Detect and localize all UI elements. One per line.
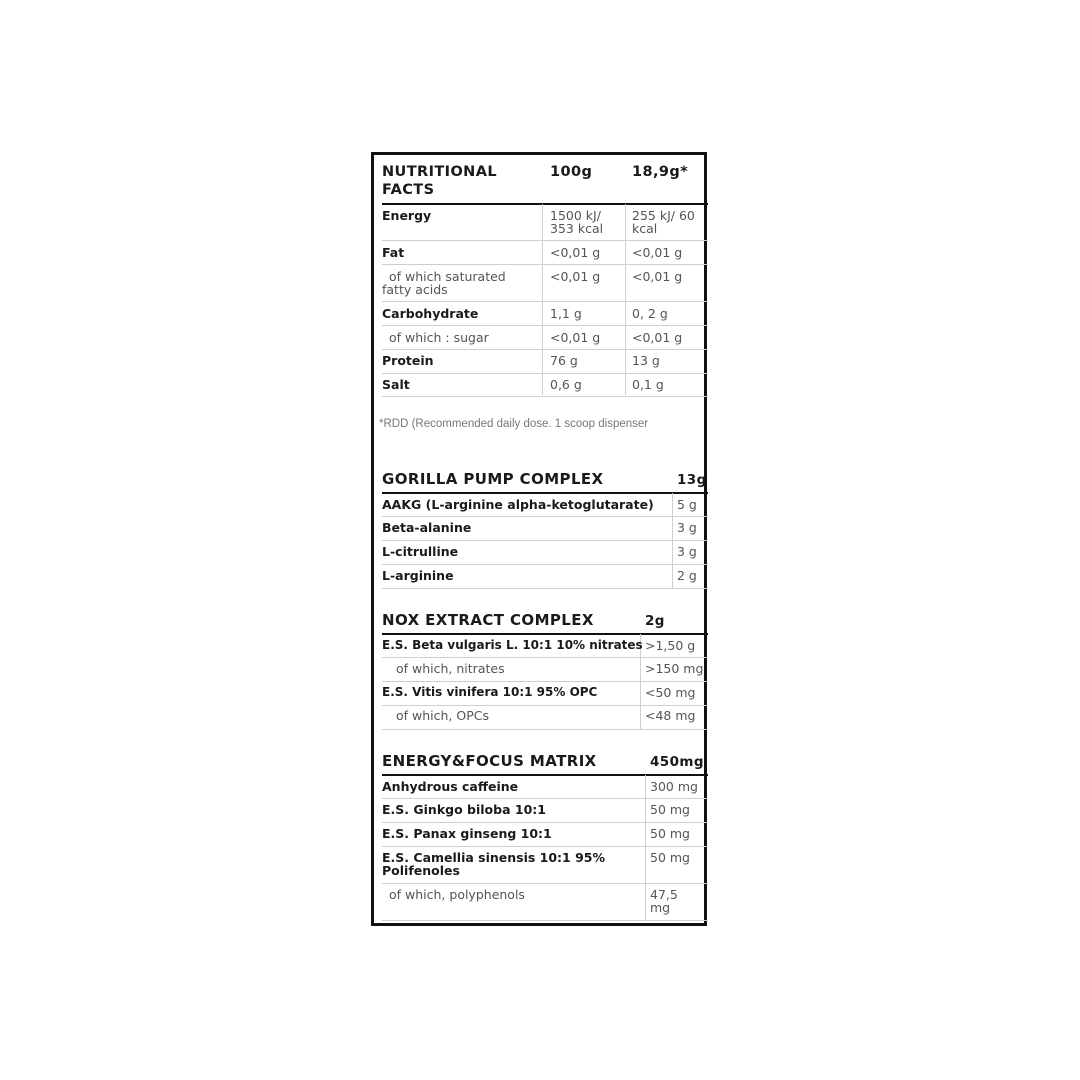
- gorilla-row-name: Beta-alanine: [382, 520, 472, 535]
- nutrition-row-value-100g: <0,01 g: [550, 330, 601, 345]
- energy-row-value: 300 mg: [650, 779, 698, 794]
- nox-total: 2g: [645, 613, 665, 629]
- nutrition-row-value-dose: 255 kJ/ 60 kcal: [632, 208, 695, 236]
- nutrition-row-name: Salt: [382, 377, 410, 392]
- nutrition-title: NUTRITIONAL FACTS: [382, 164, 497, 198]
- nutrition-row-value-100g: 1,1 g: [550, 306, 582, 321]
- nutrition-row-value-dose: <0,01 g: [632, 245, 683, 260]
- energy-row-name: E.S. Ginkgo biloba 10:1: [382, 802, 546, 817]
- nutrition-row-value-100g: 76 g: [550, 353, 578, 368]
- energy-title: ENERGY&FOCUS MATRIX: [382, 752, 597, 770]
- nox-row-value: <50 mg: [645, 685, 696, 700]
- rdd-footnote: *RDD (Recommended daily dose. 1 scoop dispenser: [379, 418, 649, 430]
- gorilla-row-value: 3 g: [677, 520, 697, 535]
- nutrition-row-name: of which : sugar: [389, 330, 489, 345]
- energy-row-value: 50 mg: [650, 802, 690, 817]
- nutrition-row-value-dose: 13 g: [632, 353, 660, 368]
- energy-row-name: E.S. Camellia sinensis 10:1 95% Polifenoles: [382, 850, 606, 878]
- nox-row-name: E.S. Vitis vinifera 10:1 95% OPC: [382, 685, 598, 699]
- energy-row-value: 47,5 mg: [650, 887, 678, 915]
- nox-row-name: E.S. Beta vulgaris L. 10:1 10% nitrates: [382, 638, 643, 652]
- gorilla-row-value: 3 g: [677, 544, 697, 559]
- nutrition-col2-header: 18,9g*: [632, 164, 689, 180]
- gorilla-row-name: L-arginine: [382, 568, 454, 583]
- nox-row-value: >150 mg: [645, 661, 704, 676]
- nutrition-row-name: Carbohydrate: [382, 306, 479, 321]
- nutrition-row-name: Energy: [382, 208, 432, 223]
- energy-row-name: Anhydrous caffeine: [382, 779, 519, 794]
- energy-row-value: 50 mg: [650, 850, 690, 865]
- energy-row-name: E.S. Panax ginseng 10:1: [382, 826, 552, 841]
- nutrition-row-value-100g: 1500 kJ/ 353 kcal: [550, 208, 604, 236]
- energy-row-name: of which, polyphenols: [389, 887, 525, 902]
- nutrition-row-value-100g: <0,01 g: [550, 269, 601, 284]
- gorilla-row-value: 5 g: [677, 497, 697, 512]
- nutrition-row-name: Fat: [382, 245, 405, 260]
- nutrition-row-value-dose: 0,1 g: [632, 377, 664, 392]
- gorilla-row-name: L-citrulline: [382, 544, 459, 559]
- nox-row-name: of which, OPCs: [396, 708, 489, 723]
- energy-total: 450mg: [650, 754, 704, 770]
- nutrition-row-value-dose: 0, 2 g: [632, 306, 668, 321]
- nutrition-row-name: of which saturated fatty acids: [382, 269, 506, 297]
- nutrition-row-value-dose: <0,01 g: [632, 269, 683, 284]
- gorilla-title: GORILLA PUMP COMPLEX: [382, 470, 604, 488]
- nutrition-col1-header: 100g: [550, 164, 593, 180]
- nutrition-row-value-100g: 0,6 g: [550, 377, 582, 392]
- nutrition-row-value-dose: <0,01 g: [632, 330, 683, 345]
- nox-title: NOX EXTRACT COMPLEX: [382, 611, 594, 629]
- gorilla-total: 13g: [677, 472, 707, 488]
- energy-row-value: 50 mg: [650, 826, 690, 841]
- nox-row-name: of which, nitrates: [396, 661, 505, 676]
- nox-row-value: >1,50 g: [645, 638, 696, 653]
- nutrition-row-value-100g: <0,01 g: [550, 245, 601, 260]
- gorilla-row-value: 2 g: [677, 568, 697, 583]
- gorilla-row-name: AAKG (L-arginine alpha-ketoglutarate): [382, 497, 654, 512]
- nutrition-panel: [371, 152, 707, 926]
- nutrition-row-name: Protein: [382, 353, 434, 368]
- nox-row-value: <48 mg: [645, 708, 696, 723]
